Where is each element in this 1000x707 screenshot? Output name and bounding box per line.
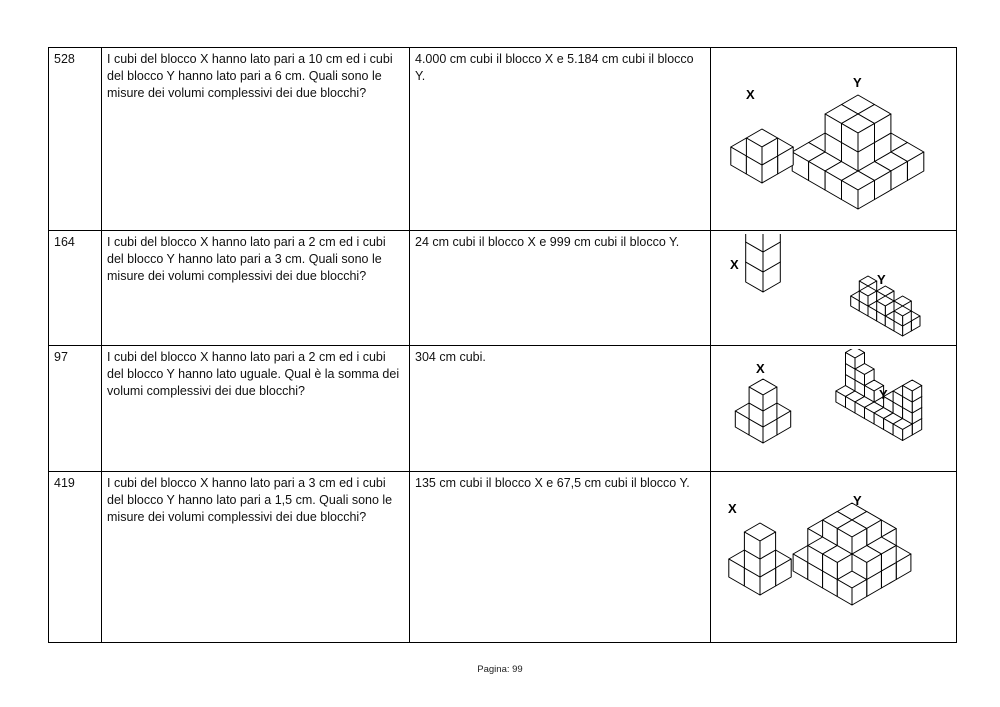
- block-y-label: Y: [853, 493, 862, 508]
- block-x-label: X: [730, 257, 739, 272]
- cube-blocks-figure: [716, 475, 964, 639]
- answer-text: 24 cm cubi il blocco X e 999 cm cubi il blocco Y.: [410, 231, 711, 346]
- block-x: [731, 129, 793, 183]
- block-y: [793, 503, 911, 605]
- page-number: Pagina: 99: [477, 664, 523, 675]
- cube-blocks-figure: [716, 349, 964, 468]
- question-id: 164: [49, 231, 102, 346]
- table-row: [49, 231, 957, 346]
- block-y: [792, 95, 924, 209]
- block-y-label: Y: [853, 75, 862, 90]
- block-x-label: X: [728, 501, 737, 516]
- table-row: [49, 346, 957, 472]
- block-x: [735, 379, 790, 443]
- question-id: 97: [49, 346, 102, 472]
- block-x-label: X: [746, 87, 755, 102]
- questions-table: [48, 47, 957, 643]
- block-y-label: Y: [877, 272, 886, 287]
- figure-cell: [711, 472, 957, 643]
- cube-blocks-figure: [716, 234, 964, 342]
- question-text: I cubi del blocco X hanno lato pari a 2 cm ed i cubi del blocco Y hanno lato uguale. Qual è la somma dei volumi complessivi dei due blocchi?: [102, 346, 410, 472]
- question-id: 528: [49, 48, 102, 231]
- block-x-label: X: [756, 361, 765, 376]
- table-row: [49, 472, 957, 643]
- question-text: I cubi del blocco X hanno lato pari a 2 cm ed i cubi del blocco Y hanno lato pari a 3 cm. Quali sono le misure dei volumi complessivi dei due blocchi?: [102, 231, 410, 346]
- block-x: [729, 523, 791, 595]
- question-id: 419: [49, 472, 102, 643]
- cube-blocks-figure: [716, 51, 964, 227]
- block-x: [746, 234, 781, 292]
- figure-cell: [711, 48, 957, 231]
- answer-text: 304 cm cubi.: [410, 346, 711, 472]
- question-text: I cubi del blocco X hanno lato pari a 3 cm ed i cubi del blocco Y hanno lato pari a 1,5 cm. Quali sono le misure dei volumi complessivi dei due blocchi?: [102, 472, 410, 643]
- question-text: I cubi del blocco X hanno lato pari a 10 cm ed i cubi del blocco Y hanno lato pari a 6 cm. Quali sono le misure dei volumi complessivi dei due blocchi?: [102, 48, 410, 231]
- block-y-label: Y: [879, 387, 888, 402]
- answer-text: 4.000 cm cubi il blocco X e 5.184 cm cubi il blocco Y.: [410, 48, 711, 231]
- table-row: [49, 48, 957, 231]
- answer-text: 135 cm cubi il blocco X e 67,5 cm cubi il blocco Y.: [410, 472, 711, 643]
- figure-cell: [711, 346, 957, 472]
- figure-cell: [711, 231, 957, 346]
